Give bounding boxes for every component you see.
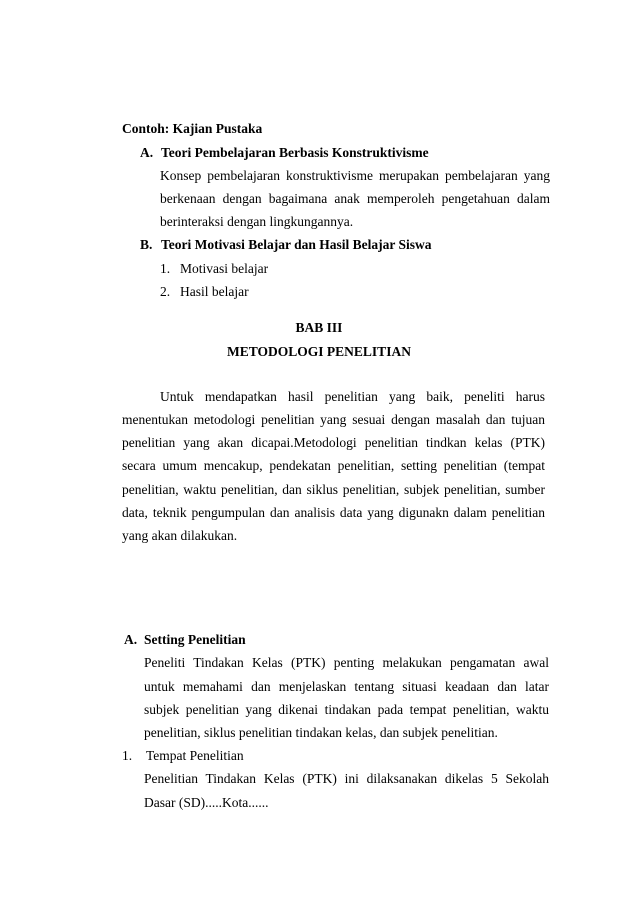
setting-line: Peneliti Tindakan Kelas (PTK) penting melakukan pengamatan awal xyxy=(144,655,549,670)
section-b-title: Teori Motivasi Belajar dan Hasil Belajar Siswa xyxy=(161,237,432,252)
paragraph-line: secara umum mencakup, pendekatan penelitian, setting penelitian (tempat xyxy=(122,458,545,473)
section-a-marker: A. xyxy=(140,145,154,160)
section-b-marker: B. xyxy=(140,237,153,252)
list-item-number: 1. xyxy=(160,261,171,276)
setting-line: untuk memahami dan menjelaskan tentang situasi keadaan dan latar xyxy=(144,679,549,694)
paragraph-line: data, teknik pengumpulan dan analisis data yang digunakn dalam penelitian xyxy=(122,505,545,520)
section-a-line: Konsep pembelajaran konstruktivisme merupakan pembelajaran yang xyxy=(160,168,550,183)
setting-title: Setting Penelitian xyxy=(144,632,246,647)
setting-marker: A. xyxy=(124,632,138,647)
paragraph-line: penelitian, waktu penelitian, dan siklus penelitian, subjek penelitian, sumber xyxy=(122,482,545,497)
section-a-line: berinteraksi dengan lingkungannya. xyxy=(160,214,354,229)
list-item: Motivasi belajar xyxy=(180,261,269,276)
paragraph-line: penelitian yang akan dicapai.Metodologi penelitian tindkan kelas (PTK) xyxy=(122,435,545,450)
subsection-number: 1. xyxy=(122,748,133,763)
subsection-line: Dasar (SD).....Kota...... xyxy=(144,795,269,810)
paragraph-line: menentukan metodologi penelitian yang sesuai dengan masalah dan tujuan xyxy=(122,412,545,427)
chapter-number: BAB III xyxy=(295,320,343,335)
setting-line: penelitian, siklus penelitian tindakan kelas, dan subjek penelitian. xyxy=(144,725,498,740)
paragraph-line: yang akan dilakukan. xyxy=(122,528,238,543)
setting-line: subjek penelitian yang dikenai tindakan pada tempat penelitian, waktu xyxy=(144,702,549,717)
paragraph-line: Untuk mendapatkan hasil penelitian yang baik, peneliti harus xyxy=(160,389,545,404)
kajian-heading: Contoh: Kajian Pustaka xyxy=(122,121,263,136)
list-item-number: 2. xyxy=(160,284,171,299)
subsection-title: Tempat Penelitian xyxy=(146,748,244,763)
list-item: Hasil belajar xyxy=(180,284,249,299)
subsection-line: Penelitian Tindakan Kelas (PTK) ini dilaksanakan dikelas 5 Sekolah xyxy=(144,771,549,786)
section-a-line: berkenaan dengan bagaimana anak memperoleh pengetahuan dalam xyxy=(160,191,550,206)
chapter-title: METODOLOGI PENELITIAN xyxy=(227,344,411,359)
section-a-title: Teori Pembelajaran Berbasis Konstruktivisme xyxy=(161,145,429,160)
